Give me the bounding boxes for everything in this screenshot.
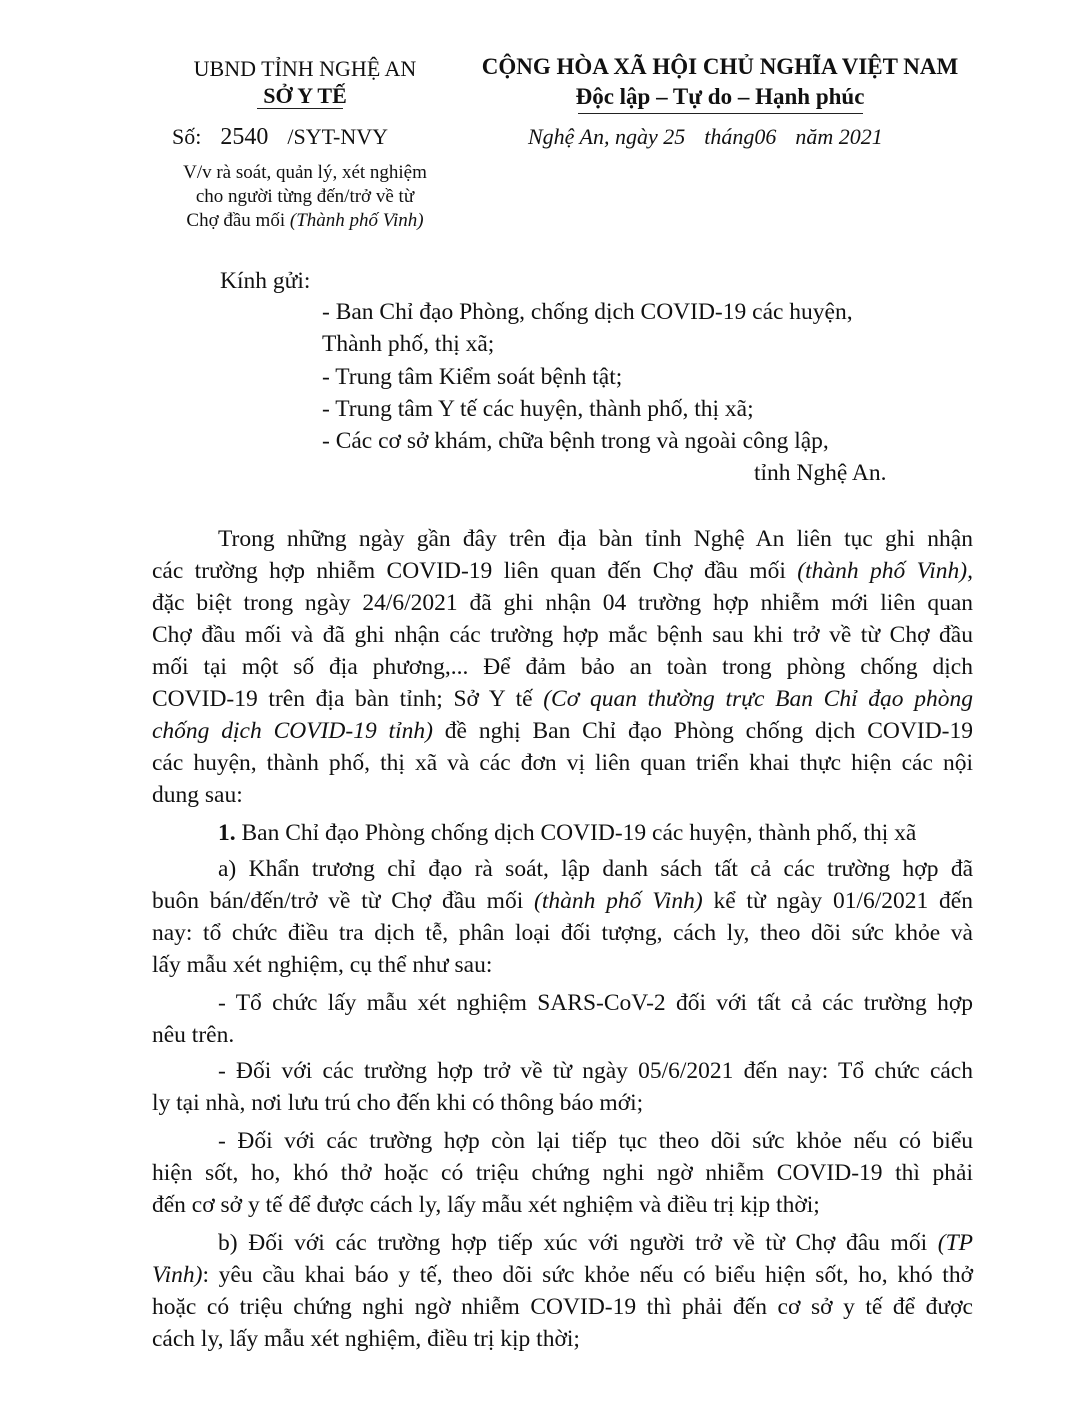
dash-2-line-2: ly tại nhà, nơi lưu trú cho đến khi có thông báo mới; bbox=[152, 1090, 644, 1116]
p1-line-6: COVID-19 trên địa bàn tỉnh; Sở Y tế (Cơ quan thường trực Ban Chỉ đạo phòng bbox=[152, 686, 973, 712]
a-line-1: a) Khẩn trương chỉ đạo rà soát, lập danh sách tất cả các trường hợp đã bbox=[218, 856, 973, 882]
motto-underline bbox=[578, 113, 863, 114]
motto: Độc lập – Tự do – Hạnh phúc bbox=[575, 84, 865, 109]
date-month: 06 bbox=[754, 124, 777, 149]
dash-2-line-1: - Đối với các trường hợp trở về từ ngày 05/6/2021 đến nay: Tổ chức cách bbox=[218, 1058, 973, 1084]
date-day: 25 bbox=[663, 124, 686, 149]
document-number bbox=[172, 124, 388, 151]
a-line-2: buôn bán/đến/trở về từ Chợ đầu mối (thành phố Vinh) kể từ ngày 01/6/2021 đến bbox=[152, 888, 973, 914]
subject-line-1: V/v rà soát, quản lý, xét nghiệm bbox=[183, 162, 427, 183]
dash-3-line-1: - Đối với các trường hợp còn lại tiếp tục theo dõi sức khỏe nếu có biểu bbox=[218, 1128, 973, 1154]
date-line bbox=[528, 124, 883, 150]
p1-line-4: Chợ đầu mối và đã ghi nhận các trường hợp mắc bệnh sau khi trở về từ Chợ đầu bbox=[152, 622, 973, 648]
p1-line-5: mối tại một số địa phương,... Để đảm bảo an toàn trong phòng chống dịch bbox=[152, 654, 973, 680]
number-value: 2540 bbox=[220, 124, 269, 150]
p1-line-3: đặc biệt trong ngày 24/6/2021 đã ghi nhận 04 trường hợp nhiễm mới liên quan bbox=[152, 590, 973, 616]
subject-line-3 bbox=[140, 210, 470, 232]
b-line-4: cách ly, lấy mẫu xét nghiệm, điều trị kịp thời; bbox=[152, 1326, 580, 1352]
agency-underline bbox=[257, 108, 343, 109]
p1-line-8: các huyện, thành phố, thị xã và các đơn vị liên quan triển khai thực hiện các nội bbox=[152, 750, 973, 776]
dash-3-line-2: hiện sốt, ho, khó thở hoặc có triệu chứng nghi ngờ nhiễm COVID-19 thì phải bbox=[152, 1160, 973, 1186]
dash-3-line-3: đến cơ sở y tế để được cách ly, lấy mẫu xét nghiệm và điều trị kịp thời; bbox=[152, 1192, 820, 1218]
subject-line-3-italic: (Thành phố Vinh) bbox=[289, 210, 424, 231]
section-1-heading bbox=[218, 820, 916, 847]
recipient-line-6: tỉnh Nghệ An. bbox=[754, 460, 887, 486]
subject-line-3-plain: Chợ đầu mối bbox=[186, 210, 290, 231]
b-line-2: Vinh): yêu cầu khai báo y tế, theo dõi sức khỏe nếu có biểu hiện sốt, ho, khó thở bbox=[152, 1262, 973, 1288]
subject-line-2: cho người từng đến/trở về từ bbox=[195, 186, 415, 207]
recipient-line-5: - Các cơ sở khám, chữa bệnh trong và ngoài công lập, bbox=[322, 428, 829, 454]
date-year: năm 2021 bbox=[795, 124, 883, 149]
recipient-line-3: - Trung tâm Kiểm soát bệnh tật; bbox=[322, 364, 623, 390]
number-prefix: Số: bbox=[172, 124, 202, 149]
b-line-3: hoặc có triệu chứng nghi ngờ nhiễm COVID-19 thì phải đến cơ sở y tế để được bbox=[152, 1294, 973, 1320]
a-line-4: lấy mẫu xét nghiệm, cụ thể như sau: bbox=[152, 952, 493, 978]
agency-name: SỞ Y TẾ bbox=[263, 83, 347, 108]
recipient-line-2: Thành phố, thị xã; bbox=[322, 331, 495, 357]
recipients-label: Kính gửi: bbox=[220, 268, 311, 294]
recipient-line-1: - Ban Chỉ đạo Phòng, chống dịch COVID-19 các huyện, bbox=[322, 299, 853, 325]
a-line-3: nay: tổ chức điều tra dịch tễ, phân loại đối tượng, cách ly, theo dõi sức khỏe và bbox=[152, 920, 973, 946]
number-suffix: /SYT-NVY bbox=[287, 124, 389, 149]
section-1-title: Ban Chỉ đạo Phòng chống dịch COVID-19 các huyện, thành phố, thị xã bbox=[235, 820, 917, 846]
date-month-label: tháng bbox=[704, 124, 755, 149]
p1-line-7: chống dịch COVID-19 tỉnh) đề nghị Ban Chỉ đạo Phòng chống dịch COVID-19 bbox=[152, 718, 973, 744]
country-title: CỘNG HÒA XÃ HỘI CHỦ NGHĨA VIỆT NAM bbox=[481, 54, 959, 79]
section-1-number: 1. bbox=[218, 820, 236, 846]
dash-1-line-2: nêu trên. bbox=[152, 1022, 235, 1048]
agency-parent: UBND TỈNH NGHỆ AN bbox=[193, 56, 417, 81]
dash-1-line-1: - Tổ chức lấy mẫu xét nghiệm SARS-CoV-2 đối với tất cả các trường hợp bbox=[218, 990, 973, 1016]
p1-line-2: các trường hợp nhiễm COVID-19 liên quan đến Chợ đầu mối (thành phố Vinh), bbox=[152, 558, 974, 584]
recipient-line-4: - Trung tâm Y tế các huyện, thành phố, thị xã; bbox=[322, 396, 754, 422]
p1-line-9: dung sau: bbox=[152, 782, 243, 808]
p1-line-1: Trong những ngày gần đây trên địa bàn tỉnh Nghệ An liên tục ghi nhận bbox=[218, 526, 973, 552]
date-place: Nghệ An, ngày bbox=[528, 124, 658, 149]
b-line-1: b) Đối với các trường hợp tiếp xúc với người trở về từ Chợ đâu mối (TP bbox=[218, 1230, 973, 1256]
